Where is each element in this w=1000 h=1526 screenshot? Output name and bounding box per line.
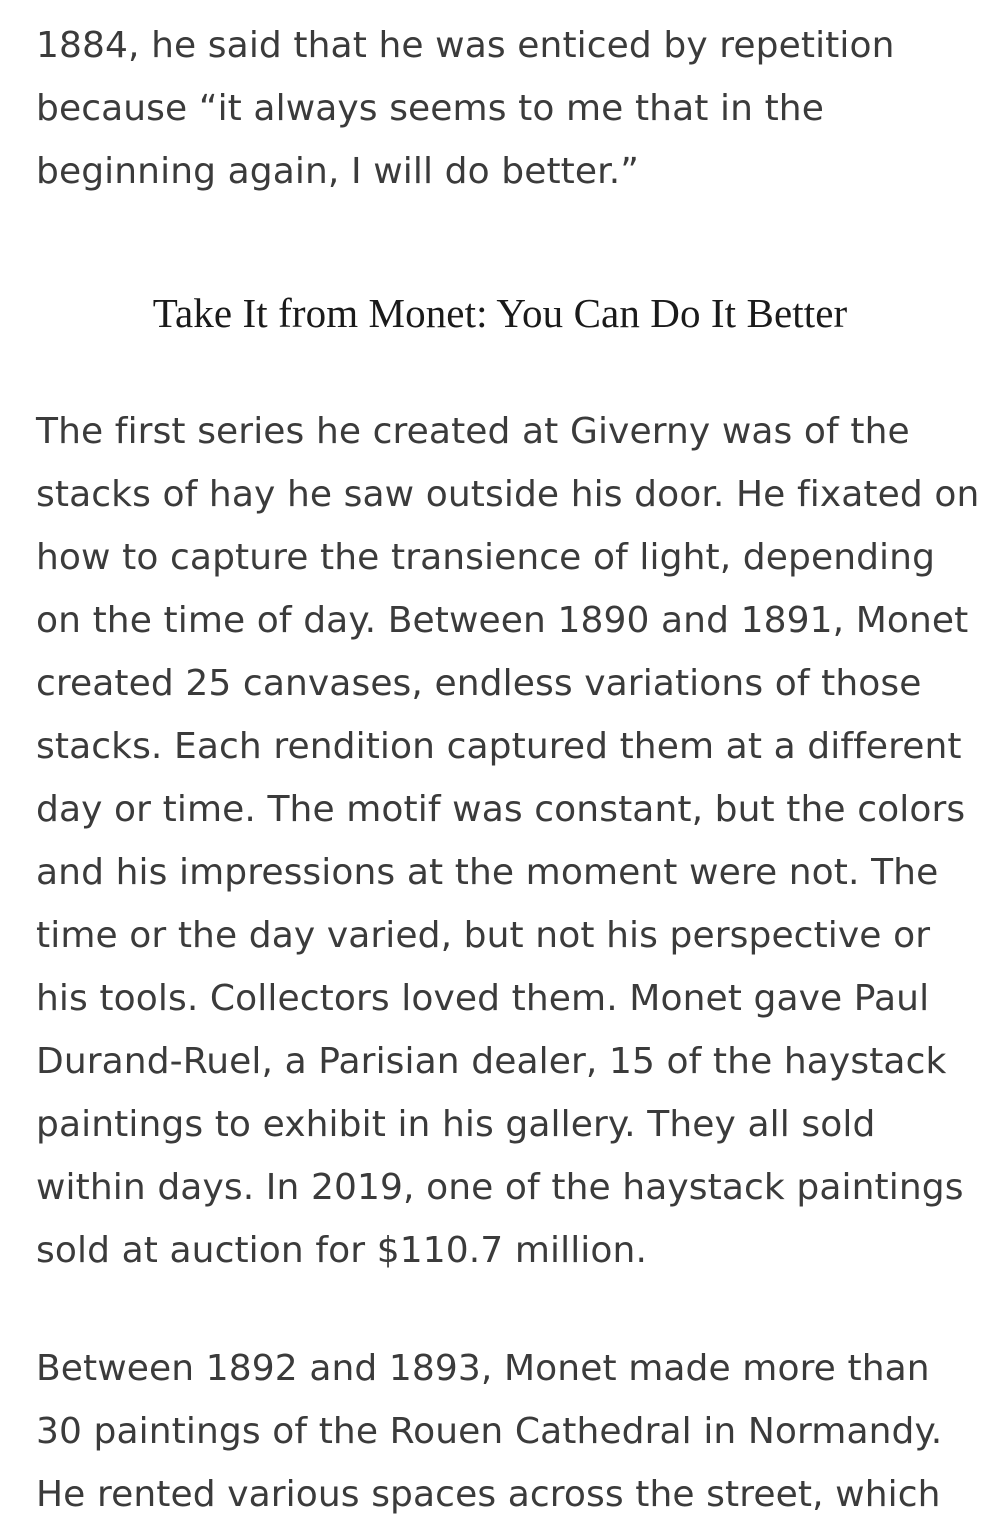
intro-paragraph — [36, 14, 976, 203]
paragraph-line: He rented various spaces across the street, which — [36, 1474, 941, 1515]
paragraph-line: Between 1892 and 1893, Monet made more than — [36, 1348, 930, 1389]
paragraph-line: paintings to exhibit in his gallery. They all sold — [36, 1104, 876, 1145]
paragraph-line: 1884, he said that he was enticed by repetition — [36, 25, 895, 66]
paragraph-line: his tools. Collectors loved them. Monet gave Paul — [36, 978, 930, 1019]
paragraph-line: because “it always seems to me that in the — [36, 88, 824, 129]
paragraph-line: stacks. Each rendition captured them at a different — [36, 726, 962, 767]
paragraph-line: Durand-Ruel, a Parisian dealer, 15 of the haystack — [36, 1041, 947, 1082]
rouen-cathedral-paragraph — [36, 1337, 976, 1526]
paragraph-line: 30 paintings of the Rouen Cathedral in Normandy. — [36, 1411, 943, 1452]
paragraph-line: and his impressions at the moment were not. The — [36, 852, 939, 893]
paragraph-line: created 25 canvases, endless variations of those — [36, 663, 922, 704]
paragraph-line: sold at auction for $110.7 million. — [36, 1230, 647, 1271]
article-body — [36, 14, 980, 1526]
paragraph-line: The first series he created at Giverny was of the — [36, 411, 910, 452]
paragraph-line: on the time of day. Between 1890 and 1891, Monet — [36, 600, 969, 641]
paragraph-line: stacks of hay he saw outside his door. He fixated on — [36, 474, 980, 515]
section-heading: Take It from Monet: You Can Do It Better — [152, 290, 848, 336]
haystacks-paragraph — [36, 400, 980, 1282]
paragraph-line: within days. In 2019, one of the haystack paintings — [36, 1167, 964, 1208]
paragraph-line: time or the day varied, but not his perspective or — [36, 915, 931, 956]
paragraph-line: how to capture the transience of light, depending — [36, 537, 936, 578]
paragraph-line: beginning again, I will do better.” — [36, 151, 640, 192]
paragraph-line: day or time. The motif was constant, but the colors — [36, 789, 966, 830]
